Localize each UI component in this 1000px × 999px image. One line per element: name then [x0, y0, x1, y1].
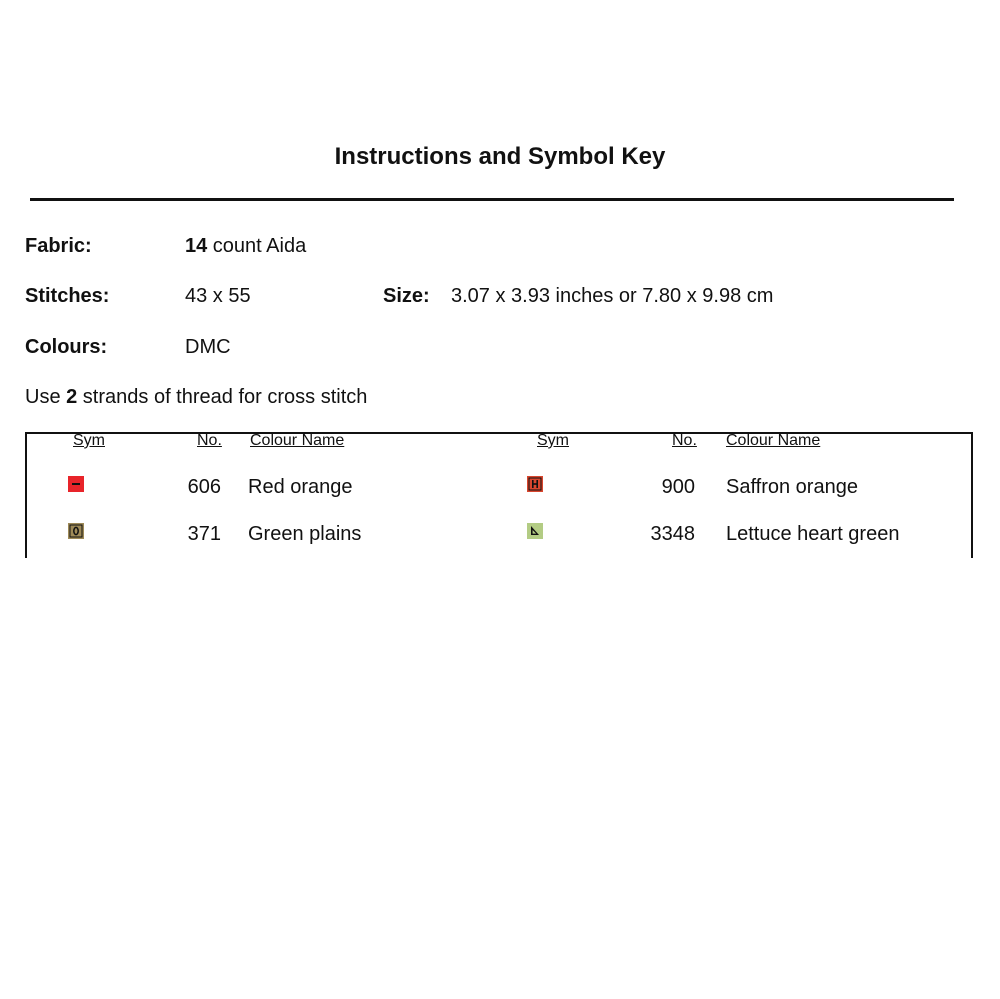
fabric-value — [185, 235, 306, 258]
header-sym-right: Sym — [537, 432, 569, 449]
size-value: 3.07 x 3.93 inches or 7.80 x 9.98 cm — [451, 285, 774, 307]
thread-number: 371 — [187, 523, 221, 545]
thread-colour-name: Green plains — [248, 523, 362, 545]
thread-number: 606 — [187, 476, 221, 498]
size-label: Size: — [383, 285, 430, 307]
header-no-left: No. — [197, 432, 222, 449]
colours-label: Colours: — [25, 336, 108, 358]
colours-value: DMC — [185, 336, 231, 358]
thread-number: 3348 — [650, 523, 695, 545]
thread-number: 900 — [661, 476, 695, 498]
fabric-label: Fabric: — [25, 235, 92, 257]
header-colour-name-right: Colour Name — [726, 432, 821, 449]
fabric-type: count Aida — [207, 235, 307, 257]
zero-symbol-icon — [68, 523, 84, 539]
header-colour-name-left: Colour Name — [250, 432, 345, 449]
title-divider — [30, 198, 954, 201]
stitches-label: Stitches: — [25, 285, 110, 307]
page-title: Instructions and Symbol Key — [334, 143, 666, 170]
thread-colour-name: Saffron orange — [726, 476, 858, 498]
thread-colour-name: Red orange — [248, 476, 353, 498]
header-sym-left: Sym — [73, 432, 105, 449]
strands-prefix: Use — [25, 386, 67, 408]
strands-suffix: strands of thread for cross stitch — [77, 386, 368, 408]
strands-instruction — [25, 386, 367, 409]
stitches-value: 43 x 55 — [185, 285, 251, 307]
h-symbol-icon — [527, 476, 543, 492]
thread-colour-name: Lettuce heart green — [726, 523, 900, 545]
header-no-right: No. — [672, 432, 697, 449]
strands-count: 2 — [66, 386, 78, 408]
dash-symbol-icon — [68, 476, 84, 492]
triangle-symbol-icon — [527, 523, 543, 539]
fabric-count: 14 — [185, 235, 208, 257]
